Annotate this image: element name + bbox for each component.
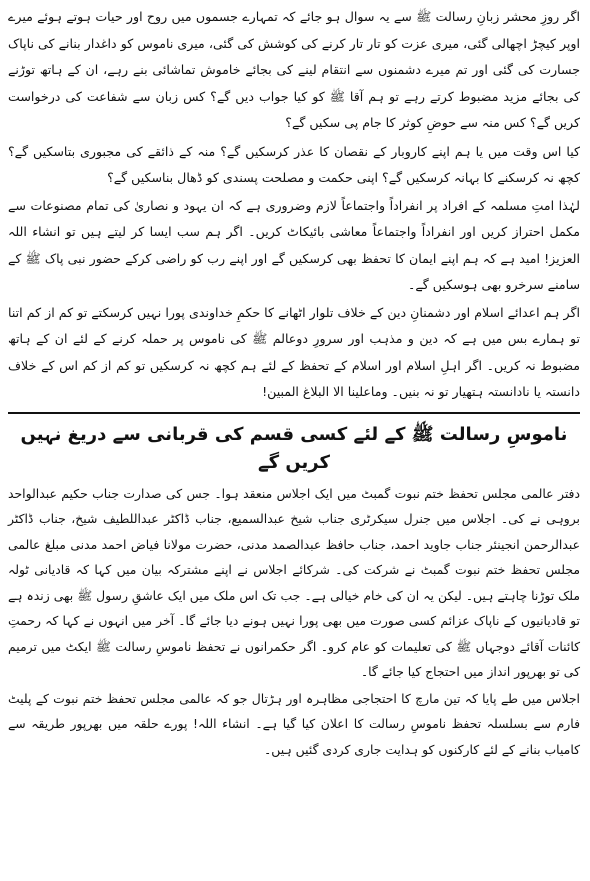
article-paragraph-4: اگر ہم اعدائے اسلام اور دشمنانِ دین کے خلاف تلوار اٹھانے کا حکمِ خداوندی پورا نہیں کرسکتے تو کم از کم اتنا تو ہمارے بس میں ہے کہ دین و مذہب اور سرورِ دوعالم ﷺ کی ناموس پر حملہ کرنے کے لئے ان کے ہاتھ مضبوط نہ کریں۔ اگر اہلِ اسلام اور اسلام کے تحفظ کے لئے ہم کچھ نہ کرسکیں تو کم از کم اس کے خلاف دانستہ یا نادانستہ ہتھیار تو نہ بنیں۔ وماعلینا الا البلاغ المبین! — [8, 304, 580, 399]
news-heading: ناموسِ رسالت ﷺ کے لئے کسی قسم کی قربانی سے دریغ نہیں کریں گے — [20, 423, 568, 473]
article-paragraph-3: لہٰذا امتِ مسلمہ کے افراد پر انفراداً واجتماعاً لازم وضروری ہے کہ ان یہود و نصاریٰ کی تمام مصنوعات سے مکمل احتراز کریں اور انفراداً واجتماعاً معاشی بائیکاٹ کریں۔ اگر ہم سب ایسا کر لیتے ہیں تو انشاء اللہ العزیز! امید ہے کہ ہم اپنے ایمان کا تحفظ بھی کرسکیں گے اور اپنے رب کو راضی کرکے حضور نبی پاک ﷺ کے سامنے سرخرو بھی ہوسکیں گے۔ — [8, 197, 580, 292]
news-paragraph-1: دفتر عالمی مجلس تحفظ ختم نبوت گمبٹ میں ایک اجلاس منعقد ہوا۔ جس کی صدارت جناب حکیم عبدالواحد بروہی نے کی۔ اجلاس میں جنرل سیکرٹری جناب شیخ عبدالسمیع، جناب ڈاکٹر عبداللطیف شیخ، جناب ڈاکٹر عبدالرحمن انجینئر جناب جاوید احمد، جناب حافظ عبدالصمد مدنی، حضرت مولانا فیاض احمد مدنی مبلغ عالمی مجلس تحفظ ختم نبوت گمبٹ نے شرکت کی۔ شرکائے اجلاس نے اپنے مشترکہ بیان میں کہا کہ قادیانی ٹولہ ملک توڑنا چاہتے ہیں۔ لیکن یہ ان کی خام خیالی ہے۔ جب تک اس ملک میں ایک عاشقِ رسول ﷺ بھی زندہ ہے تو قادیانیوں کے ناپاک عزائم کسی صورت میں بھی پورا نہیں ہونے دیا جائے گا۔ آخر میں انہوں نے کہا کہ رحمتِ کائنات آقائے دوجہاں ﷺ کی تعلیمات کو عام کرو۔ اگر حکمرانوں نے تحفظ ناموسِ رسالت ﷺ ایکٹ میں ترمیم کی تو بھرپور انداز میں احتجاج کیا جائے گا۔ — [8, 485, 580, 679]
section-divider — [8, 412, 580, 414]
article-paragraph-2: کیا اس وقت میں یا ہم اپنے کاروبار کے نقصان کا عذر کرسکیں گے؟ منہ کے ذائقے کی مجبوری بتاسکیں گے؟ کچھ نہ کرسکنے کا بہانہ کرسکیں گے؟ اپنی حکمت و مصلحت پسندی کو ڈھال بناسکیں گے؟ — [8, 143, 580, 185]
article-paragraph-1: اگر روزِ محشر زبانِ رسالت ﷺ سے یہ سوال ہو جائے کہ تمہارے جسموں میں روح اور حیات ہوتے ہوئے میرے اوپر کیچڑ اچھالی گئی، میری عزت کو تار تار کرنے کی کوشش کی گئی، میری ناموس کو داغدار بنانے کی ناپاک جسارت کی گئی اور تم میرے دشمنوں سے انتقام لینے کی بجائے خاموش تماشائی بنے رہے، ان کے ہاتھ توڑنے کی بجائے مزید مضبوط کرتے رہے تو ہم آقا ﷺ کو کیا جواب دیں گے؟ کس زبان سے شفاعت کی درخواست کریں گے؟ کس منہ سے حوضِ کوثر کا جام پی سکیں گے؟ — [8, 9, 580, 130]
news-paragraph-2: اجلاس میں طے پایا کہ تین مارچ کا احتجاجی مظاہرہ اور ہڑتال جو کہ عالمی مجلس تحفظ ختم نبوت کے پلیٹ فارم سے بسلسلہ تحفظ ناموسِ رسالت کا اعلان کیا گیا ہے۔ انشاء اللہ! پورے حلقہ میں بھرپور طریقہ سے کامیاب بنانے کے لئے کارکنوں کو ہدایت جاری کردی گئیں ہیں۔ — [8, 690, 580, 757]
